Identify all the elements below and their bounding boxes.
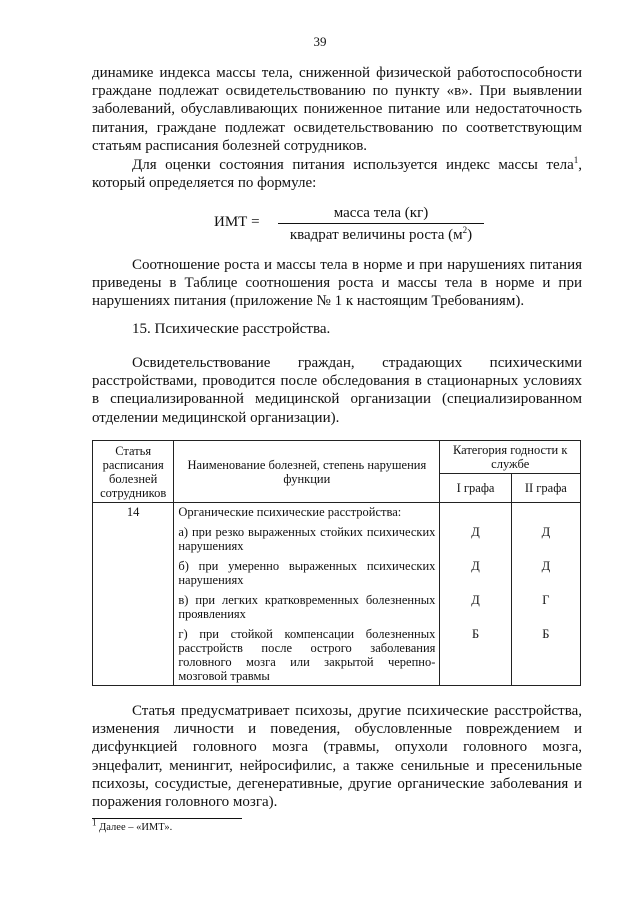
- article-number: 14: [93, 503, 174, 686]
- formula-fraction: [278, 204, 484, 244]
- formula-numerator: масса тела (кг): [333, 205, 429, 221]
- section-heading: 15. Психические расстройства.: [132, 321, 331, 337]
- fraction-bar: [278, 223, 484, 224]
- formula-denominator: [278, 226, 484, 244]
- formula-denominator-text: квадрат величины роста (м: [289, 227, 463, 243]
- row-a-g2: Д: [541, 525, 551, 539]
- disease-table: [92, 440, 581, 686]
- footnote-text: Далее – «ИМТ».: [99, 822, 173, 833]
- table-row: [93, 503, 581, 686]
- row-a-text: а) при резко выраженных стойких психических нарушениях: [178, 525, 436, 553]
- paragraph-bmi-intro-text: Для оценки состояния питания используется индекс массы тела: [132, 157, 574, 173]
- row-a-g1: Д: [471, 525, 480, 539]
- footnote: [92, 817, 173, 833]
- paragraph-bmi-dynamics: динамике индекса массы тела, сниженной физической работоспособности граждане подлежат освидетельствованию по пункту «в». При выявлении заболеваний, обуславливающих пониженное питание или недостаточность питания, граждане подлежат освидетельствованию по соответствующим статьям расписания болезней сотрудников.: [92, 65, 582, 154]
- header-category: Категория годности к службе: [440, 441, 581, 474]
- group-title: Органические психические расстройства:: [178, 505, 402, 519]
- formula-denominator-close: ): [467, 227, 473, 243]
- col2-cell: [511, 503, 580, 686]
- row-c-text: в) при легких кратковременных болезненных проявлениях: [178, 593, 436, 621]
- row-c-g2: Г: [542, 593, 550, 607]
- footnote-ref: 1: [573, 155, 579, 165]
- disease-cell: [174, 503, 440, 686]
- col1-cell: [440, 503, 511, 686]
- paragraph-article-scope: Статья предусматривает психозы, другие психические расстройства, изменения личности и поведения, обусловленные повреждением и дисфункцией головного мозга (травмы, опухоли головного мозга, энцефалит, менингит, нейросифилис, а также сенильные и пресенильные психозы, сосудистые, дегенеративные, другие органические заболевания и поражения головного мозга).: [92, 703, 582, 811]
- header-col-2: II графа: [511, 474, 580, 503]
- row-c-g1: Д: [471, 593, 480, 607]
- footnote-divider: [92, 818, 242, 819]
- header-disease: Наименование болезней, степень нарушения функции: [174, 441, 440, 503]
- row-d-g1: Б: [471, 627, 480, 641]
- row-b-text: б) при умеренно выраженных психических нарушениях: [178, 559, 436, 587]
- formula-denominator-sup: 2: [462, 225, 468, 235]
- row-b-g1: Д: [471, 559, 480, 573]
- paragraph-bmi-intro: [92, 156, 582, 192]
- header-article: Статья расписания болезней сотрудников: [93, 441, 174, 503]
- paragraph-height-weight: Соотношение роста и массы тела в норме и при нарушениях питания приведены в Таблице соотношения роста и массы тела в норме и при нарушениях питания (приложение № 1 к настоящим Требованиям).: [92, 257, 582, 310]
- row-d-g2: Б: [542, 627, 550, 641]
- paragraph-bmi-intro-tail: , который определяется по формуле:: [92, 157, 582, 192]
- row-b-g2: Д: [541, 559, 551, 573]
- footnote-mark: 1: [92, 817, 97, 828]
- row-d-text: г) при стойкой компенсации болезненных расстройств после острого заболевания головного мозга или закрытой черепно-мозговой травмы: [178, 627, 436, 683]
- formula-lhs: ИМТ =: [214, 214, 260, 230]
- table-header-row: [93, 441, 581, 474]
- paragraph-examination: Освидетельствование граждан, страдающих психическими расстройствами, проводится после обследования в стационарных условиях в специализированной медицинской организации (специализированном отделении медицинской организации).: [92, 355, 582, 426]
- header-col-1: I графа: [440, 474, 511, 503]
- page-number: 39: [313, 34, 327, 49]
- bmi-formula: [214, 204, 494, 244]
